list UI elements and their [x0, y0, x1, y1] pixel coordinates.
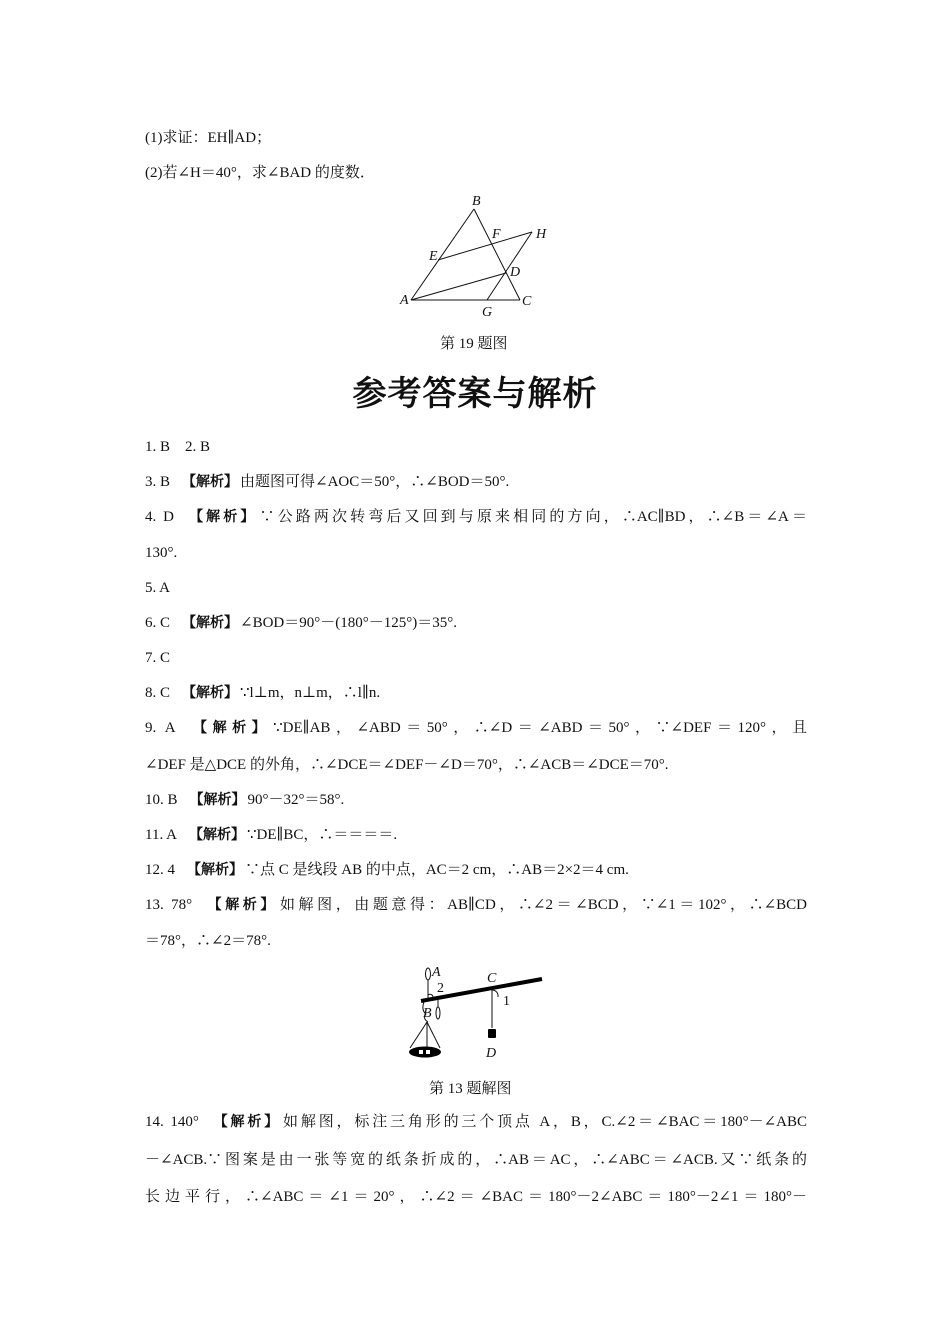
- answer-line: 长边平行，∴∠ABC＝∠1＝20°，∴∠2＝∠BAC＝180°－2∠ABC＝180°－2∠1＝180°－: [145, 1189, 807, 1205]
- label-angle-1: 1: [503, 994, 510, 1009]
- figure-13-caption: 第 13 题解图: [429, 1081, 512, 1097]
- analysis-tag: 【解析】: [185, 509, 258, 525]
- label-D: D: [486, 1046, 497, 1061]
- analysis-tag: 【解析】: [204, 897, 278, 913]
- label-B: B: [423, 1006, 432, 1021]
- label-E: E: [429, 249, 438, 264]
- label-angle-2: 2: [437, 981, 444, 996]
- q19-part2: (2)若∠H＝40°，求∠BAD 的度数．: [145, 165, 375, 181]
- answer-line: 5. A: [145, 580, 171, 596]
- label-F: F: [492, 227, 501, 242]
- answer-line: 10. B 【解析】 90°－32°＝58°.: [145, 792, 345, 808]
- analysis-tag: 【解析】: [187, 720, 272, 736]
- label-G: G: [482, 305, 493, 320]
- label-B: B: [472, 194, 481, 209]
- label-D: D: [510, 265, 521, 280]
- answer-line: ∠DEF 是△DCE 的外角，∴∠DCE＝∠DEF－∠D＝70°，∴∠ACB＝∠DCE＝70°.: [145, 757, 669, 773]
- label-H: H: [536, 227, 547, 242]
- label-C: C: [522, 294, 532, 309]
- answer-line: 1. B 2. B: [145, 439, 211, 455]
- answer-line: 11. A 【解析】 ∵DE∥BC，∴＝＝＝＝.: [145, 827, 398, 843]
- figure-19-caption: 第 19 题图: [440, 336, 508, 352]
- answer-line: 7. C: [145, 650, 171, 666]
- analysis-tag: 【解析】: [182, 474, 239, 490]
- analysis-tag: 【解析】: [189, 792, 246, 808]
- answer-line: 130°.: [145, 545, 178, 561]
- answers-title: 参考答案与解析: [352, 374, 598, 414]
- label-C: C: [487, 971, 497, 986]
- label-A: A: [400, 293, 409, 308]
- figure-19-triangle: [395, 190, 555, 320]
- answer-line: 13. 78° 【解析】 如解图，由题意得：AB∥CD，∴∠2＝∠BCD，∵∠1＝102°，∴∠BCD: [145, 897, 808, 913]
- answer-line: 9. A 【解析】 ∵DE∥AB，∠ABD＝50°，∴∠D＝∠ABD＝50°，∵∠DEF＝120°，且: [145, 720, 807, 736]
- answer-line: 14. 140° 【解析】 如解图，标注三角形的三个顶点 A，B，C.∠2＝∠BAC＝180°－∠ABC: [145, 1114, 808, 1130]
- answer-line: 12. 4 【解析】 ∵点 C 是线段 AB 的中点，AC＝2 cm，∴AB＝2×2＝4 cm.: [145, 862, 629, 878]
- figure-13-steelyard: [395, 960, 555, 1065]
- answer-line: 6. C 【解析】 ∠BOD＝90°－(180°－125°)＝35°.: [145, 615, 457, 631]
- label-A: A: [432, 965, 441, 980]
- answer-line: ＝78°，∴∠2＝78°.: [145, 933, 271, 949]
- q19-part1: (1)求证：EH∥AD；: [145, 130, 272, 146]
- analysis-tag: 【解析】: [182, 615, 239, 631]
- answer-line: 4. D 【解析】 ∵公路两次转弯后又回到与原来相同的方向，∴AC∥BD，∴∠B＝∠A＝: [145, 509, 807, 525]
- analysis-tag: 【解析】: [210, 1114, 282, 1130]
- answer-line: －∠ACB.∵图案是由一张等宽的纸条折成的，∴AB＝AC，∴∠ABC＝∠ACB.又∵纸条的: [145, 1152, 807, 1168]
- analysis-tag: 【解析】: [187, 862, 243, 878]
- analysis-tag: 【解析】: [182, 685, 239, 701]
- answer-line: 8. C 【解析】 ∵l⊥m，n⊥m，∴l∥n.: [145, 685, 381, 701]
- answer-line: 3. B 【解析】 由题图可得∠AOC＝50°，∴∠BOD＝50°.: [145, 474, 510, 490]
- analysis-tag: 【解析】: [188, 827, 245, 843]
